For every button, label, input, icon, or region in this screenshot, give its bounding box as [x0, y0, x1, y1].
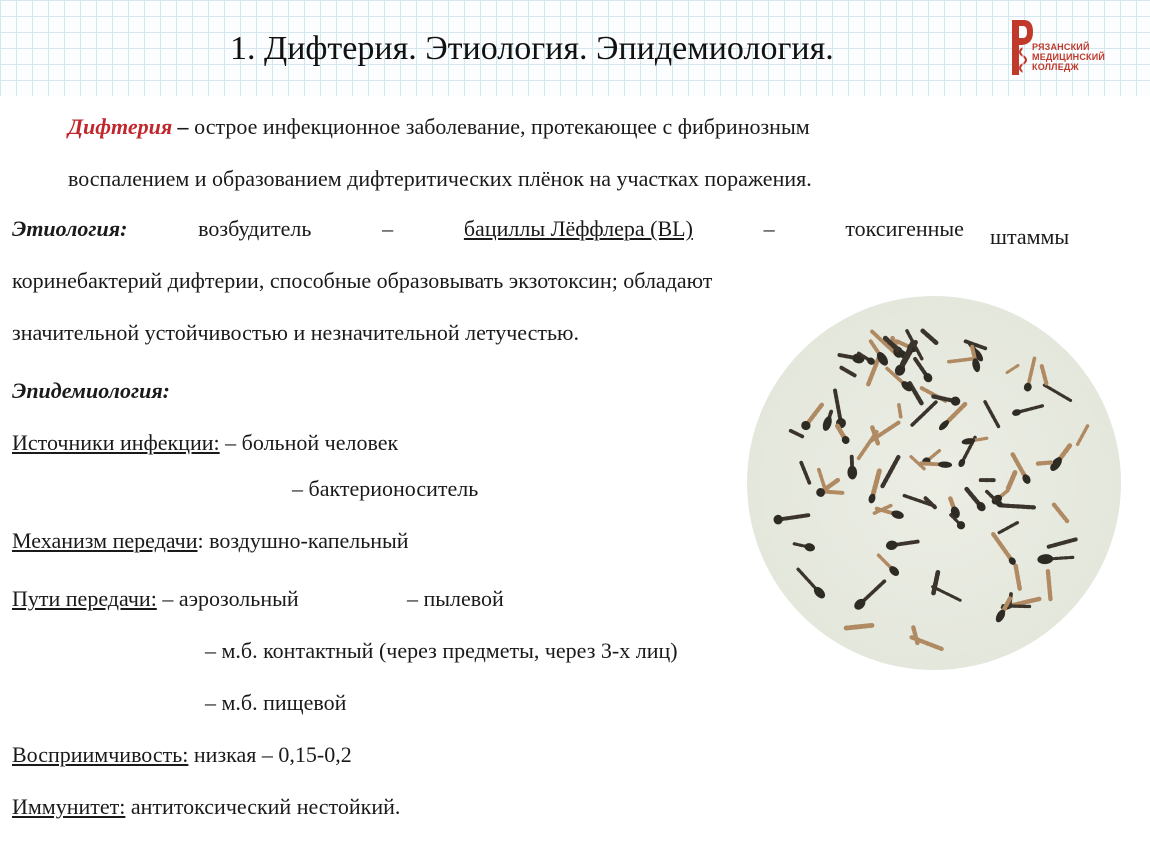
- slide-title: 1. Дифтерия. Этиология. Эпидемиология.: [230, 30, 834, 67]
- bacillus: [793, 540, 815, 553]
- bacillus: [852, 578, 887, 612]
- source-carrier: – бактерионоситель: [292, 476, 479, 501]
- bacillus: [1048, 571, 1051, 601]
- bacillus: [824, 492, 843, 493]
- microscopy-image: [747, 296, 1121, 670]
- immunity-line: Иммунитет: антитоксический нестойкий.: [12, 794, 401, 819]
- bacillus: [912, 357, 934, 384]
- bacillus: [830, 390, 847, 429]
- bacillus: [795, 566, 827, 600]
- bacillus: [885, 537, 918, 551]
- bacillus: [1002, 505, 1034, 507]
- bacillus: [999, 523, 1017, 533]
- bacillus: [799, 402, 825, 432]
- bacillus: [933, 587, 960, 600]
- bacillus: [821, 410, 835, 432]
- bacillus: [985, 402, 999, 428]
- bacillus: [1044, 385, 1070, 400]
- bacillus: [1016, 566, 1020, 589]
- bacillus: [882, 457, 898, 487]
- bacillus: [1008, 473, 1015, 489]
- route-contact: – м.б. контактный (через предметы, через 3-х лиц): [205, 638, 678, 663]
- bacillus: [841, 368, 854, 376]
- bacillus: [899, 405, 901, 417]
- bacillus: [791, 431, 803, 437]
- definition-line-2: воспалением и образованием дифтеритических плёнок на участках поражения.: [68, 166, 812, 191]
- bacillus: [991, 532, 1018, 566]
- slide-header: [0, 0, 1150, 96]
- bacillus: [846, 625, 872, 628]
- college-logo-icon: [1010, 18, 1034, 78]
- bacillus: [1054, 505, 1067, 521]
- bacillus: [814, 477, 840, 499]
- bacillus: [963, 487, 987, 514]
- bacillus: [773, 510, 809, 525]
- route-dust: – пылевой: [407, 586, 504, 611]
- susceptibility-line: Восприимчивость: низкая – 0,15-0,2: [12, 742, 352, 767]
- bacillus: [859, 432, 877, 458]
- definition-line-1: Дифтерия – острое инфекционное заболевание, протекающее с фибринозным: [68, 114, 810, 139]
- etiology-word-strains: штаммы: [990, 224, 1070, 249]
- bacillus: [819, 470, 824, 487]
- bacillus: [867, 470, 882, 504]
- routes-line: Пути передачи: – аэрозольный: [12, 586, 299, 611]
- definition-term: Дифтерия: [68, 114, 173, 139]
- bacillus: [1048, 443, 1073, 473]
- bacillus: [923, 331, 938, 344]
- route-food: – м.б. пищевой: [205, 690, 347, 715]
- bacillus: [1011, 403, 1043, 417]
- bacillus: [1042, 366, 1047, 385]
- etiology-line-2: коринебактерий дифтерии, способные образовывать экзотоксин; обладают: [12, 268, 713, 293]
- bacillus: [1037, 462, 1051, 463]
- bacillus: [1049, 539, 1076, 546]
- bacillus: [801, 463, 809, 483]
- bacillus: [839, 350, 866, 364]
- bacillus: [1005, 365, 1018, 373]
- college-logo-text: РЯЗАНСКИЙ МЕДИЦИНСКИЙ КОЛЛЕДЖ: [1032, 42, 1106, 72]
- bacillus: [1037, 552, 1073, 564]
- bacillus: [994, 597, 1013, 624]
- mechanism-line: Механизм передачи: воздушно-капельный: [12, 528, 409, 553]
- etiology-line-3: значительной устойчивостью и незначительной летучестью.: [12, 320, 579, 345]
- bacillus: [847, 457, 858, 480]
- sources-line: Источники инфекции: – больной человек: [12, 430, 399, 455]
- bacilli-term: бациллы Лёффлера (BL): [463, 216, 693, 241]
- etiology-line-1: Этиология: возбудитель – бациллы Лёффлера (BL) – токсигенные: [12, 216, 964, 241]
- bacillus: [949, 358, 976, 361]
- bacillus: [912, 402, 936, 425]
- bacillus: [1078, 426, 1088, 444]
- etiology-label: Этиология:: [12, 216, 128, 241]
- bacteria-illustration: [747, 296, 1121, 670]
- bacillus: [876, 552, 901, 577]
- bacillus: [937, 402, 967, 432]
- bacillus: [1023, 358, 1038, 393]
- epidemiology-label: Эпидемиология:: [12, 378, 170, 403]
